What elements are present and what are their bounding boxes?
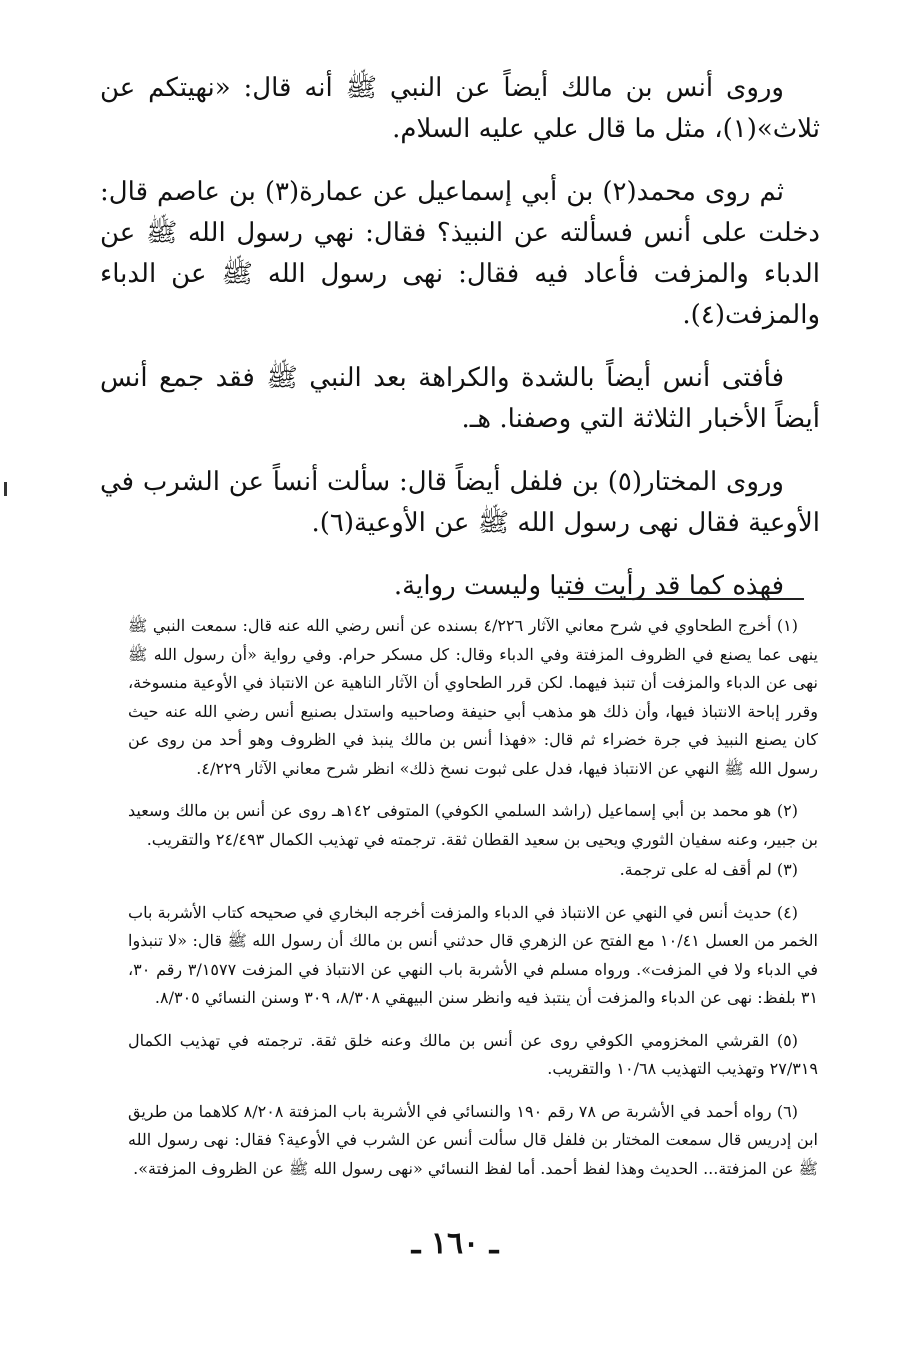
footnote-4: (٤) حديث أنس في النهي عن الانتباذ في الدباء والمزفت أخرجه البخاري في صحيحه كتاب الأشربة باب الخمر من العسل ١٠/٤١ مع الفتح عن الزهري قال حدثني أنس بن مالك أن رسول الله ﷺ قال: «لا تنبذوا في الدباء ولا في المزفت». ورواه مسلم في الأشربة باب النهي عن الانتباذ في المزفت ٣/١٥٧٧ رقم ٣٠، ٣١ بلفظ: نهى عن الدباء والمزفت أن ينتبذ فيه وانظر سنن البيهقي ٨/٣٠٨، ٣٠٩ وسنن النسائي ٨/٣٠٥.: [128, 902, 819, 1007]
footnote-2: (٢) هو محمد بن أبي إسماعيل (راشد السلمي الكوفي) المتوفى ١٤٢هـ روى عن أنس بن مالك وسعيد بن جبير، وعنه سفيان الثوري ويحيى بن سعيد القطان ثقة. ترجمته في تهذيب الكمال ٢٤/٤٩٣ والتقريب.: [128, 801, 818, 849]
main-paragraph-4: وروى المختار(٥) بن فلفل أيضاً قال: سألت أنساً عن الشرب في الأوعية فقال نهى رسول الله ﷺ عن الأوعية(٦).: [100, 467, 820, 538]
footnote-5: (٥) القرشي المخزومي الكوفي روى عن أنس بن مالك وعنه خلق ثقة. ترجمته في تهذيب الكمال ٢٧/٣١٩ وتهذيب التهذيب ١٠/٦٨ والتقريب.: [128, 1030, 818, 1078]
footnote-separator: [568, 598, 804, 600]
footnote-6: (٦) رواه أحمد في الأشربة ص ٧٨ رقم ١٩٠ والنسائي في الأشربة باب المزفتة ٨/٢٠٨ كلاهما من طريق ابن إدريس قال سمعت المختار بن فلفل قال سألت أنس عن الشرب في الأوعية؟ فقال: نهى رسول الله ﷺ عن المزفتة... الحديث وهذا لفظ أحمد. أما لفظ النسائي «نهى رسول الله ﷺ عن الظروف المزفتة».: [128, 1101, 818, 1178]
footnote-1: (١) أخرج الطحاوي في شرح معاني الآثار ٤/٢٢٦ بسنده عن أنس رضي الله عنه قال: سمعت النبي ﷺ ينهى عما يصنع في الظروف المزفتة وفي الدباء وقال: كل مسكر حرام. وفي رواية «أن رسول الله ﷺ نهى عن الدباء والمزفت أن تنبذ فيهما. لكن قرر الطحاوي أن الآثار الناهية عن الانتباذ في الأوعية منسوخة، وقرر إباحة الانتباذ فيها، وأن ذلك هو مذهب أبي حنيفة وصاحبيه واستدل بصنيع أنس رضي الله عنه حيث كان يصنع النبيذ في جرة خضراء ثم قال: «فهذا أنس بن مالك ينبذ في الظروف وهو أحد من روى عن رسول الله ﷺ النهي عن الانتباذ فيها، فدل على ثبوت نسخ ذلك» انظر شرح معاني الآثار ٤/٢٢٩.: [128, 616, 819, 778]
main-paragraph-5: فهذه كما قد رأيت فتيا وليست رواية.: [393, 571, 784, 601]
main-paragraph-3: فأفتى أنس أيضاً بالشدة والكراهة بعد النبي ﷺ فقد جمع أنس أيضاً الأخبار الثلاثة التي وصفنا. هـ.: [100, 363, 820, 434]
main-paragraph-2: ثم روى محمد(٢) بن أبي إسماعيل عن عمارة(٣) بن عاصم قال: دخلت على أنس فسألته عن النبيذ؟ فقال: نهي رسول الله ﷺ عن الدباء والمزفت فأعاد فيه فقال: نهى رسول الله ﷺ عن الدباء والمزفت(٤).: [100, 177, 820, 330]
main-text: [100, 68, 820, 607]
main-paragraph-1: وروى أنس بن مالك أيضاً عن النبي ﷺ أنه قال: «نهيتكم عن ثلاث»(١)، مثل ما قال علي عليه السلام.: [100, 73, 820, 144]
footnotes: [128, 612, 818, 1185]
margin-mark: [4, 482, 7, 496]
footnote-3: (٣) لم أقف له على ترجمة.: [619, 860, 798, 879]
page-number: ـ ١٦٠ ـ: [411, 1226, 499, 1261]
